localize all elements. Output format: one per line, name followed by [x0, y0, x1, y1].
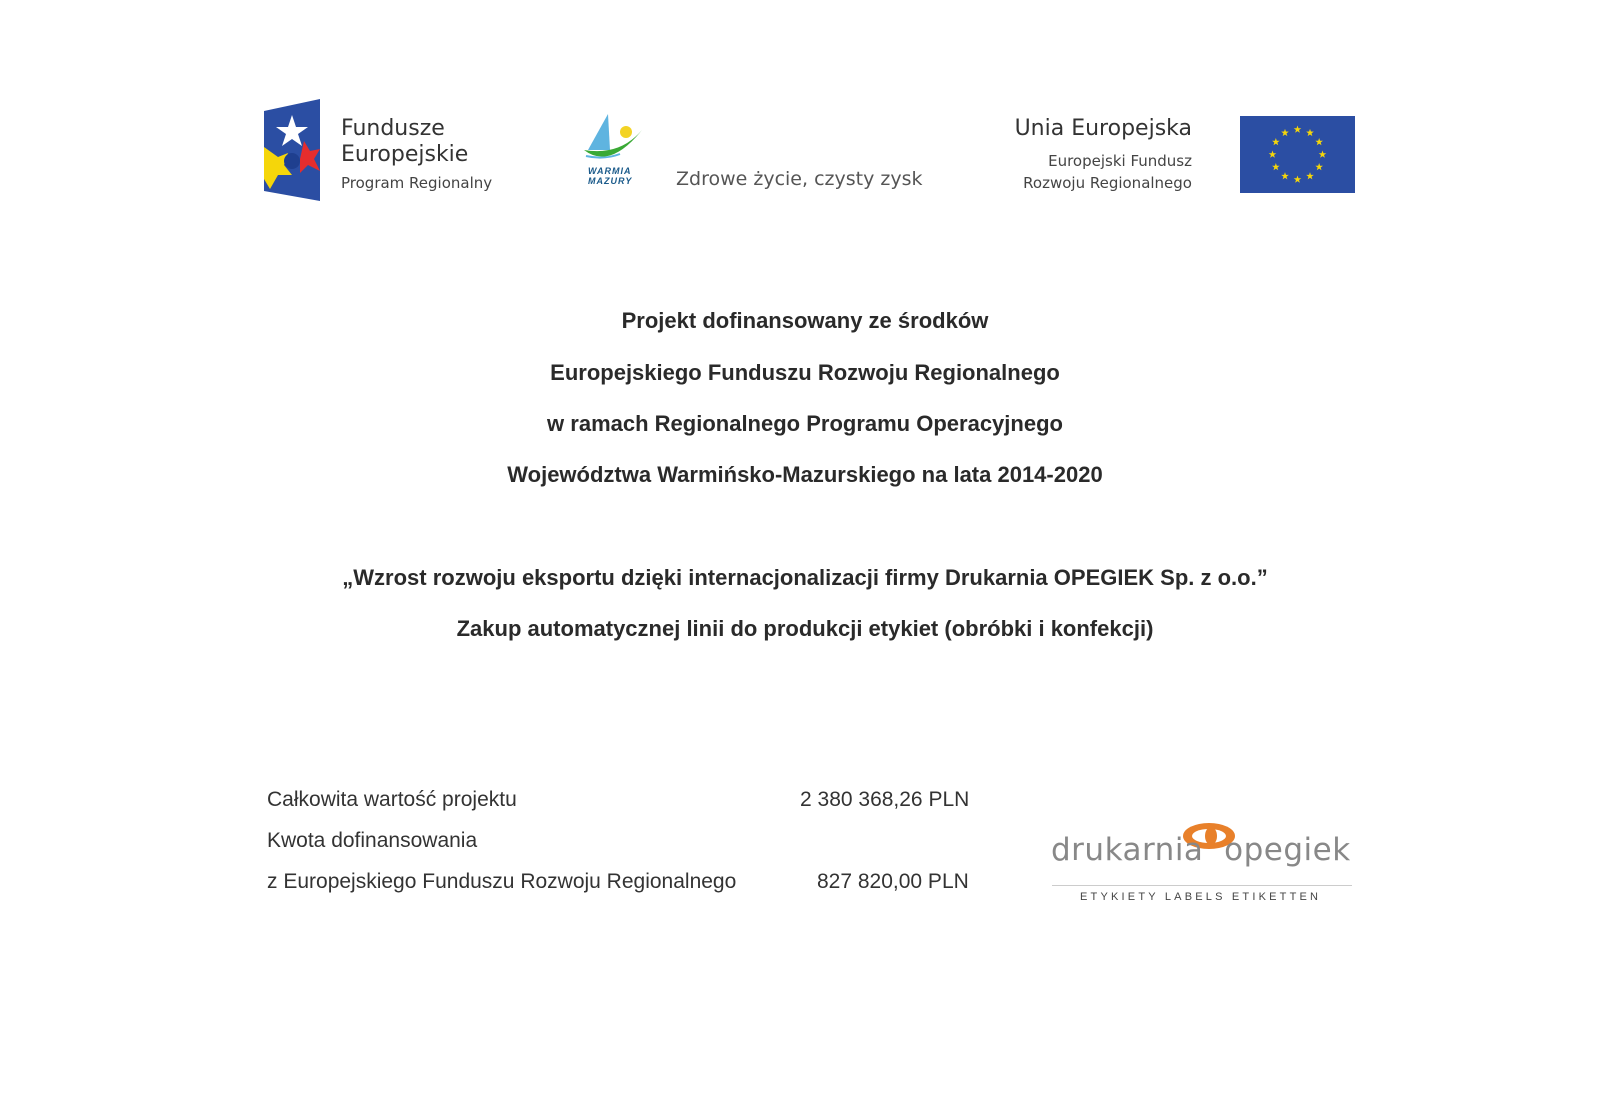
opegiek-divider: [1052, 885, 1352, 886]
opegiek-tagline: ETYKIETY LABELS ETIKETTEN: [1080, 891, 1322, 903]
opegiek-wordmark: drukarnia opegiek: [1051, 832, 1351, 868]
eu-flag-icon: [1240, 116, 1355, 193]
warmia-mazury-emblem: [580, 110, 650, 166]
ue-subtitle: Europejski Fundusz Rozwoju Regionalnego: [1023, 152, 1192, 192]
heading-line-1: Projekt dofinansowany ze środków: [621, 308, 989, 333]
heading-line-3: w ramach Regionalnego Programu Operacyjnego: [547, 411, 1063, 436]
fe-title: Fundusze Europejskie: [341, 116, 469, 167]
total-value: 2 380 368,26 PLN: [800, 788, 970, 811]
ue-title: Unia Europejska: [1014, 116, 1192, 141]
project-title: „Wzrost rozwoju eksportu dzięki internacjonalizacji firmy Drukarnia OPEGIEK Sp. z o.o.”: [342, 565, 1268, 590]
wm-slogan: Zdrowe życie, czysty zysk: [676, 168, 923, 190]
heading-line-4: Województwa Warmińsko-Mazurskiego na lata 2014-2020: [507, 462, 1103, 487]
project-subtitle: Zakup automatycznej linii do produkcji etykiet (obróbki i konfekcji): [456, 616, 1154, 641]
funding-label-2: z Europejskiego Funduszu Rozwoju Regionalnego: [267, 870, 737, 893]
fe-subtitle: Program Regionalny: [341, 174, 493, 192]
funding-label-1: Kwota dofinansowania: [267, 829, 478, 852]
warmia-mazury-wordmark: WARMIA MAZURY: [588, 166, 633, 186]
funding-value: 827 820,00 PLN: [817, 870, 969, 893]
fundusze-europejskie-emblem: [264, 99, 324, 201]
total-label: Całkowita wartość projektu: [267, 788, 517, 811]
heading-line-2: Europejskiego Funduszu Rozwoju Regionalnego: [550, 360, 1060, 385]
